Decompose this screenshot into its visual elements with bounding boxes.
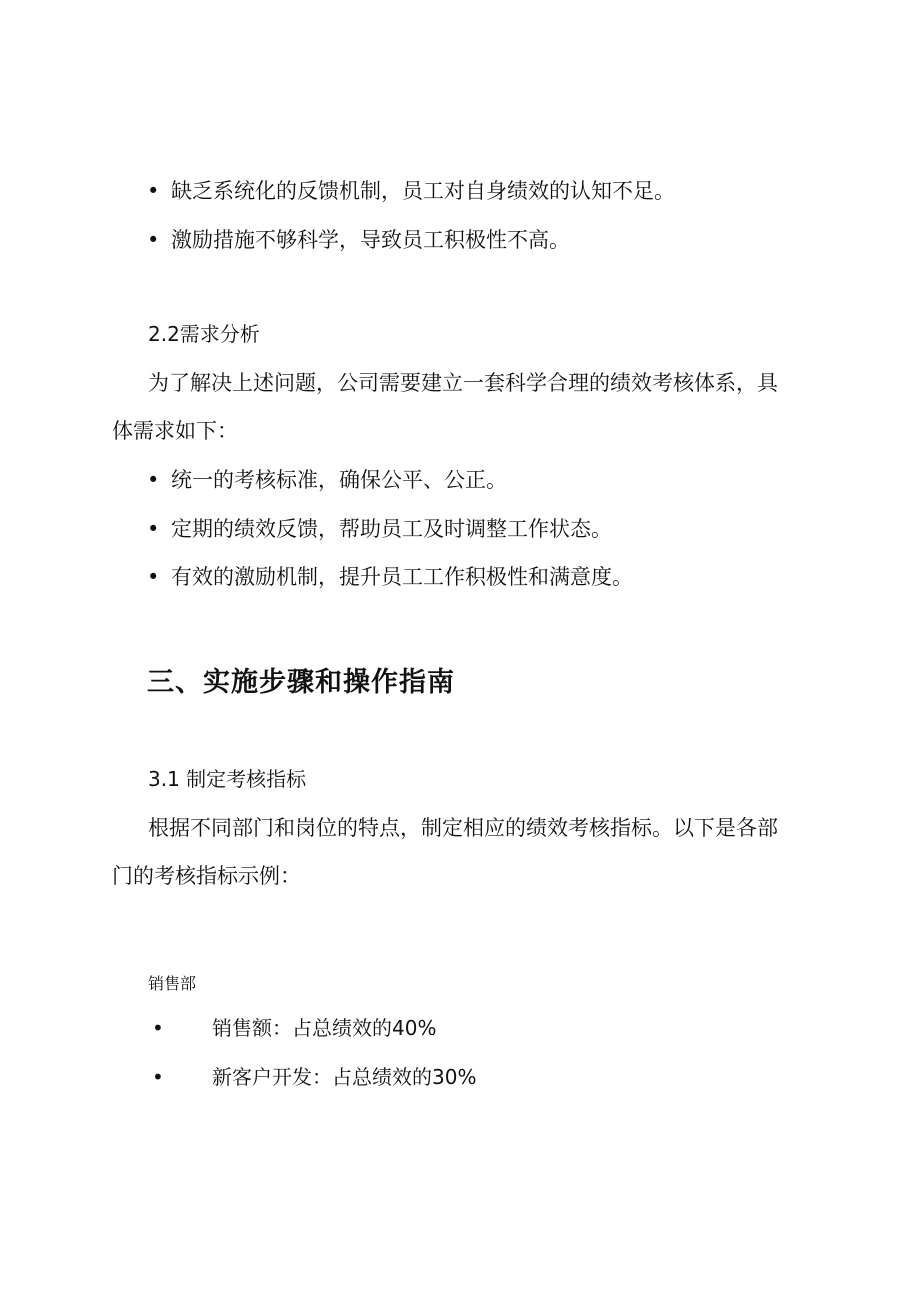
paragraph-line: 体需求如下： [112, 419, 238, 443]
bullet-text: 统一的考核标准，确保公平、公正。 [171, 468, 507, 492]
bullet-icon: • [147, 565, 160, 589]
paragraph-line: 为了解决上述问题，公司需要建立一套科学合理的绩效考核体系，具 [148, 371, 778, 395]
paragraph-line: 门的考核指标示例： [112, 864, 301, 888]
bullet-text: 定期的绩效反馈，帮助员工及时调整工作状态。 [171, 517, 612, 541]
section-heading: 2.2需求分析 [148, 322, 260, 346]
bullet-icon: • [147, 468, 160, 492]
list-item [152, 1063, 476, 1091]
list-item [147, 466, 507, 494]
section-heading: 3.1 制定考核指标 [148, 767, 307, 791]
bullet-text: 销售额：占总绩效的40% [212, 1016, 437, 1040]
paragraph-line: 根据不同部门和岗位的特点，制定相应的绩效考核指标。以下是各部 [148, 816, 778, 840]
list-item [147, 563, 633, 591]
bullet-text: 有效的激励机制，提升员工工作积极性和满意度。 [171, 565, 633, 589]
bullet-text: 缺乏系统化的反馈机制，员工对自身绩效的认知不足。 [171, 179, 675, 203]
bullet-icon: • [147, 517, 160, 541]
bullet-icon: • [152, 1065, 164, 1089]
bullet-icon: • [147, 179, 160, 203]
department-label: 销售部 [148, 974, 197, 993]
bullet-text: 新客户开发：占总绩效的30% [212, 1065, 477, 1089]
list-item [147, 177, 675, 205]
bullet-icon: • [147, 228, 160, 252]
list-item [152, 1014, 436, 1042]
bullet-icon: • [152, 1016, 164, 1040]
list-item [147, 226, 570, 254]
chapter-title: 三、实施步骤和操作指南 [147, 667, 455, 698]
bullet-text: 激励措施不够科学，导致员工积极性不高。 [171, 228, 570, 252]
list-item [147, 515, 612, 543]
